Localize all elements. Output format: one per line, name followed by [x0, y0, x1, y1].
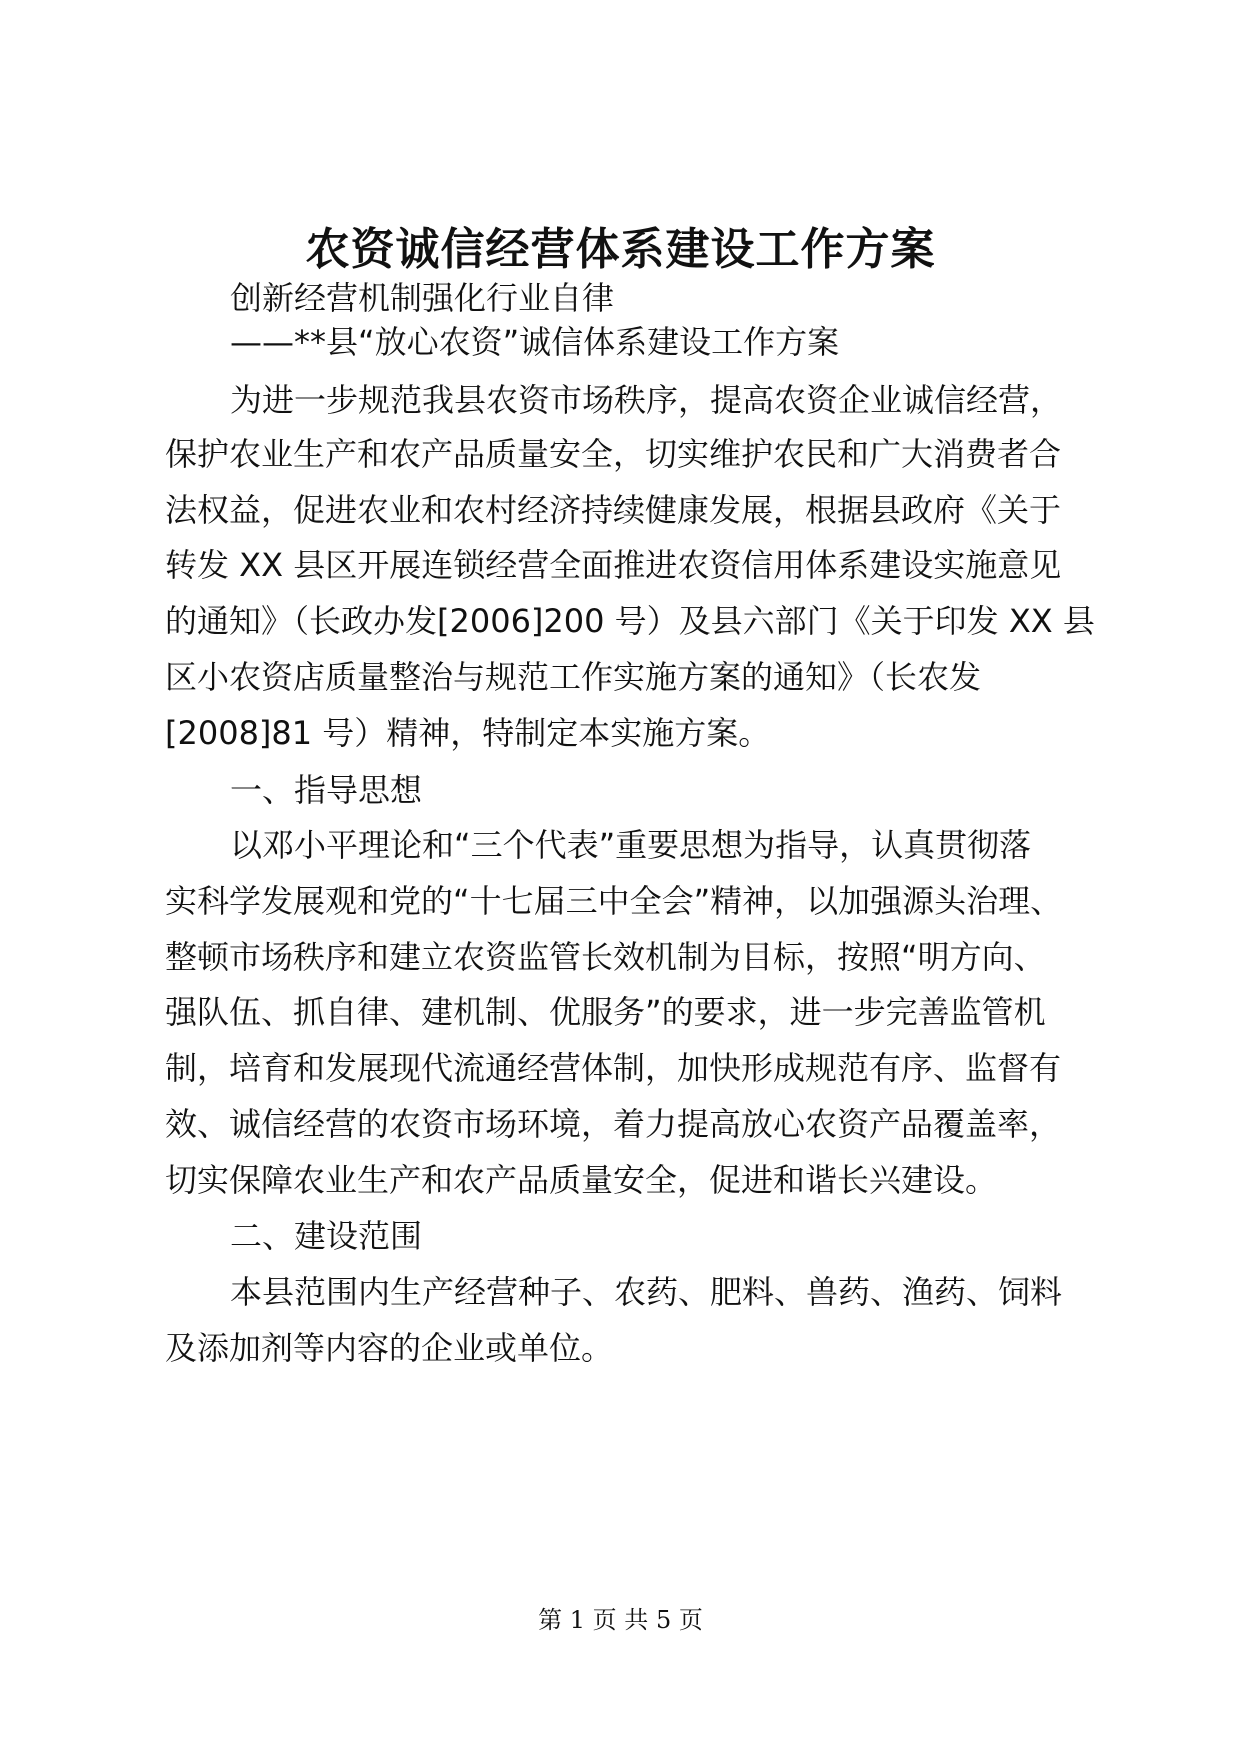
section2-line: 本县范围内生产经营种子、农药、肥料、兽药、渔药、饲料: [230, 1273, 1063, 1311]
page-footer: 第 1 页 共 5 页: [538, 1606, 703, 1634]
intro-line: 区小农资店质量整治与规范工作实施方案的通知》（长农发: [165, 658, 982, 696]
section1-line: 以邓小平理论和“三个代表”重要思想为指导，认真贯彻落: [230, 826, 1032, 864]
section-heading-guiding-ideology: 一、指导思想: [230, 771, 423, 809]
subtitle-line-1: 创新经营机制强化行业自律: [230, 279, 615, 317]
section1-line: 制，培育和发展现代流通经营体制，加快形成规范有序、监督有: [165, 1049, 1062, 1087]
section1-line: 强队伍、抓自律、建机制、优服务”的要求，进一步完善监管机: [165, 993, 1046, 1031]
intro-line: [2008]81 号）精神，特制定本实施方案。: [165, 714, 771, 752]
intro-line: 保护农业生产和农产品质量安全，切实维护农民和广大消费者合: [165, 435, 1062, 473]
intro-line: 转发 XX 县区开展连锁经营全面推进农资信用体系建设实施意见: [165, 546, 1062, 584]
section1-line: 实科学发展观和党的“十七届三中全会”精神，以加强源头治理、: [165, 882, 1063, 920]
section1-line: 整顿市场秩序和建立农资监管长效机制为目标，按照“明方向、: [165, 938, 1046, 976]
intro-line: 的通知》（长政办发[2006]200 号）及县六部门《关于印发 XX 县: [165, 602, 1095, 640]
intro-line: 法权益，促进农业和农村经济持续健康发展，根据县政府《关于: [165, 491, 1062, 529]
section2-line: 及添加剂等内容的企业或单位。: [165, 1329, 614, 1367]
section1-line: 效、诚信经营的农资市场环境，着力提高放心农资产品覆盖率，: [165, 1105, 1062, 1143]
intro-line: 为进一步规范我县农资市场秩序，提高农资企业诚信经营，: [230, 381, 1063, 419]
section1-line: 切实保障农业生产和农产品质量安全，促进和谐长兴建设。: [165, 1161, 998, 1199]
document-title: 农资诚信经营体系建设工作方案: [305, 224, 936, 275]
subtitle-line-2: ——**县“放心农资”诚信体系建设工作方案: [230, 323, 840, 361]
section-heading-construction-scope: 二、建设范围: [230, 1217, 423, 1255]
